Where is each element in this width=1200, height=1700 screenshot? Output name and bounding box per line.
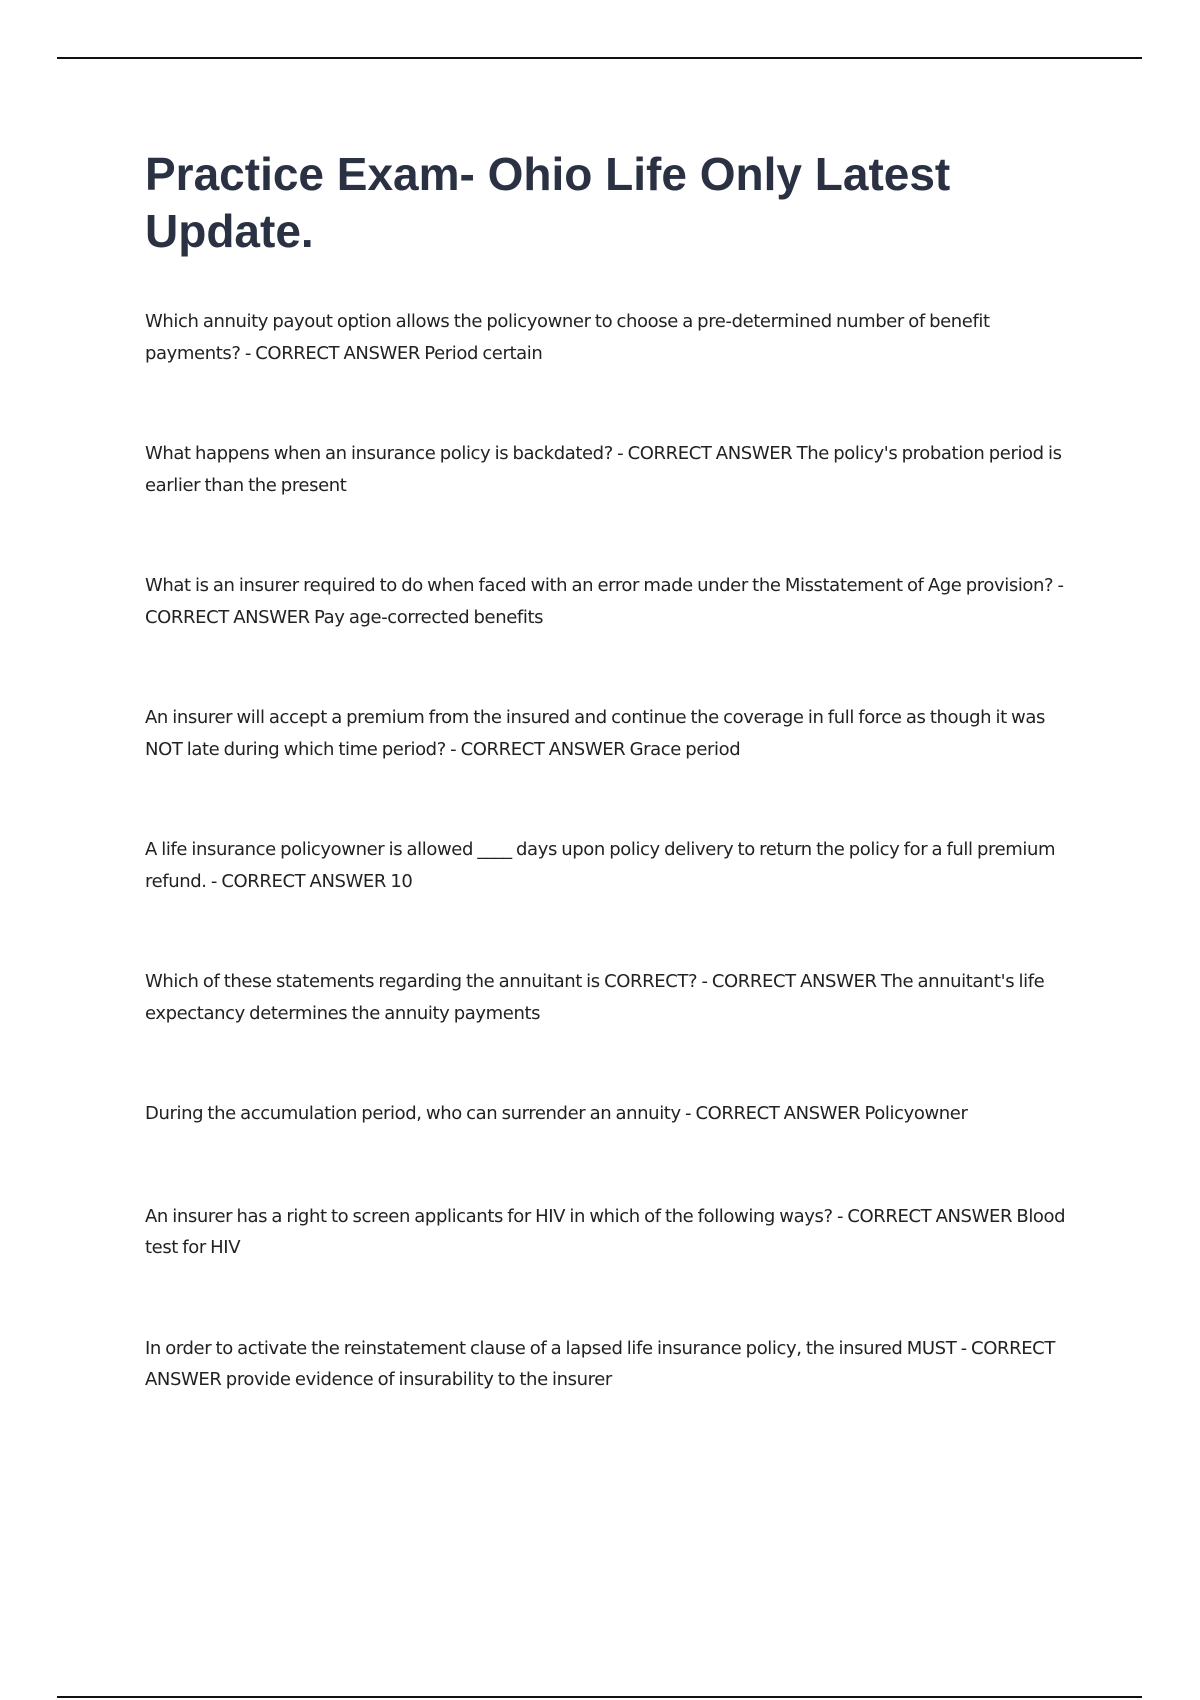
question-answer-item: An insurer will accept a premium from the insured and continue the coverage in full force as though it was NOT late during which time period? - CORRECT ANSWER Grace period [145,707,1045,760]
question-answer-item: What is an insurer required to do when faced with an error made under the Misstatement of Age provision? - CORRECT ANSWER Pay age-corrected benefits [145,575,1064,628]
question-answer-item: What happens when an insurance policy is backdated? - CORRECT ANSWER The policy's probation period is earlier than the present [145,443,1062,496]
question-list [145,306,1075,1465]
question-answer-item: Which of these statements regarding the annuitant is CORRECT? - CORRECT ANSWER The annuitant's life expectancy determines the annuity payments [145,971,1045,1024]
page-title: Practice Exam- Ohio Life Only Latest Update. [145,148,951,257]
question-answer-item: Which annuity payout option allows the policyowner to choose a pre-determined number of benefit payments? - CORRECT ANSWER Period certain [145,311,990,364]
header-rule [57,57,1142,59]
question-answer-item: A life insurance policyowner is allowed ____ days upon policy delivery to return the policy for a full premium refund. - CORRECT ANSWER 10 [145,839,1056,892]
footer-rule [57,1696,1142,1698]
question-answer-item: During the accumulation period, who can surrender an annuity - CORRECT ANSWER Policyowner [145,1103,968,1124]
question-answer-item: In order to activate the reinstatement clause of a lapsed life insurance policy, the insured MUST - CORRECT ANSWER provide evidence of insurability to the insurer [145,1337,1055,1390]
question-answer-item: An insurer has a right to screen applicants for HIV in which of the following ways? - CORRECT ANSWER Blood test for HIV [145,1205,1066,1258]
